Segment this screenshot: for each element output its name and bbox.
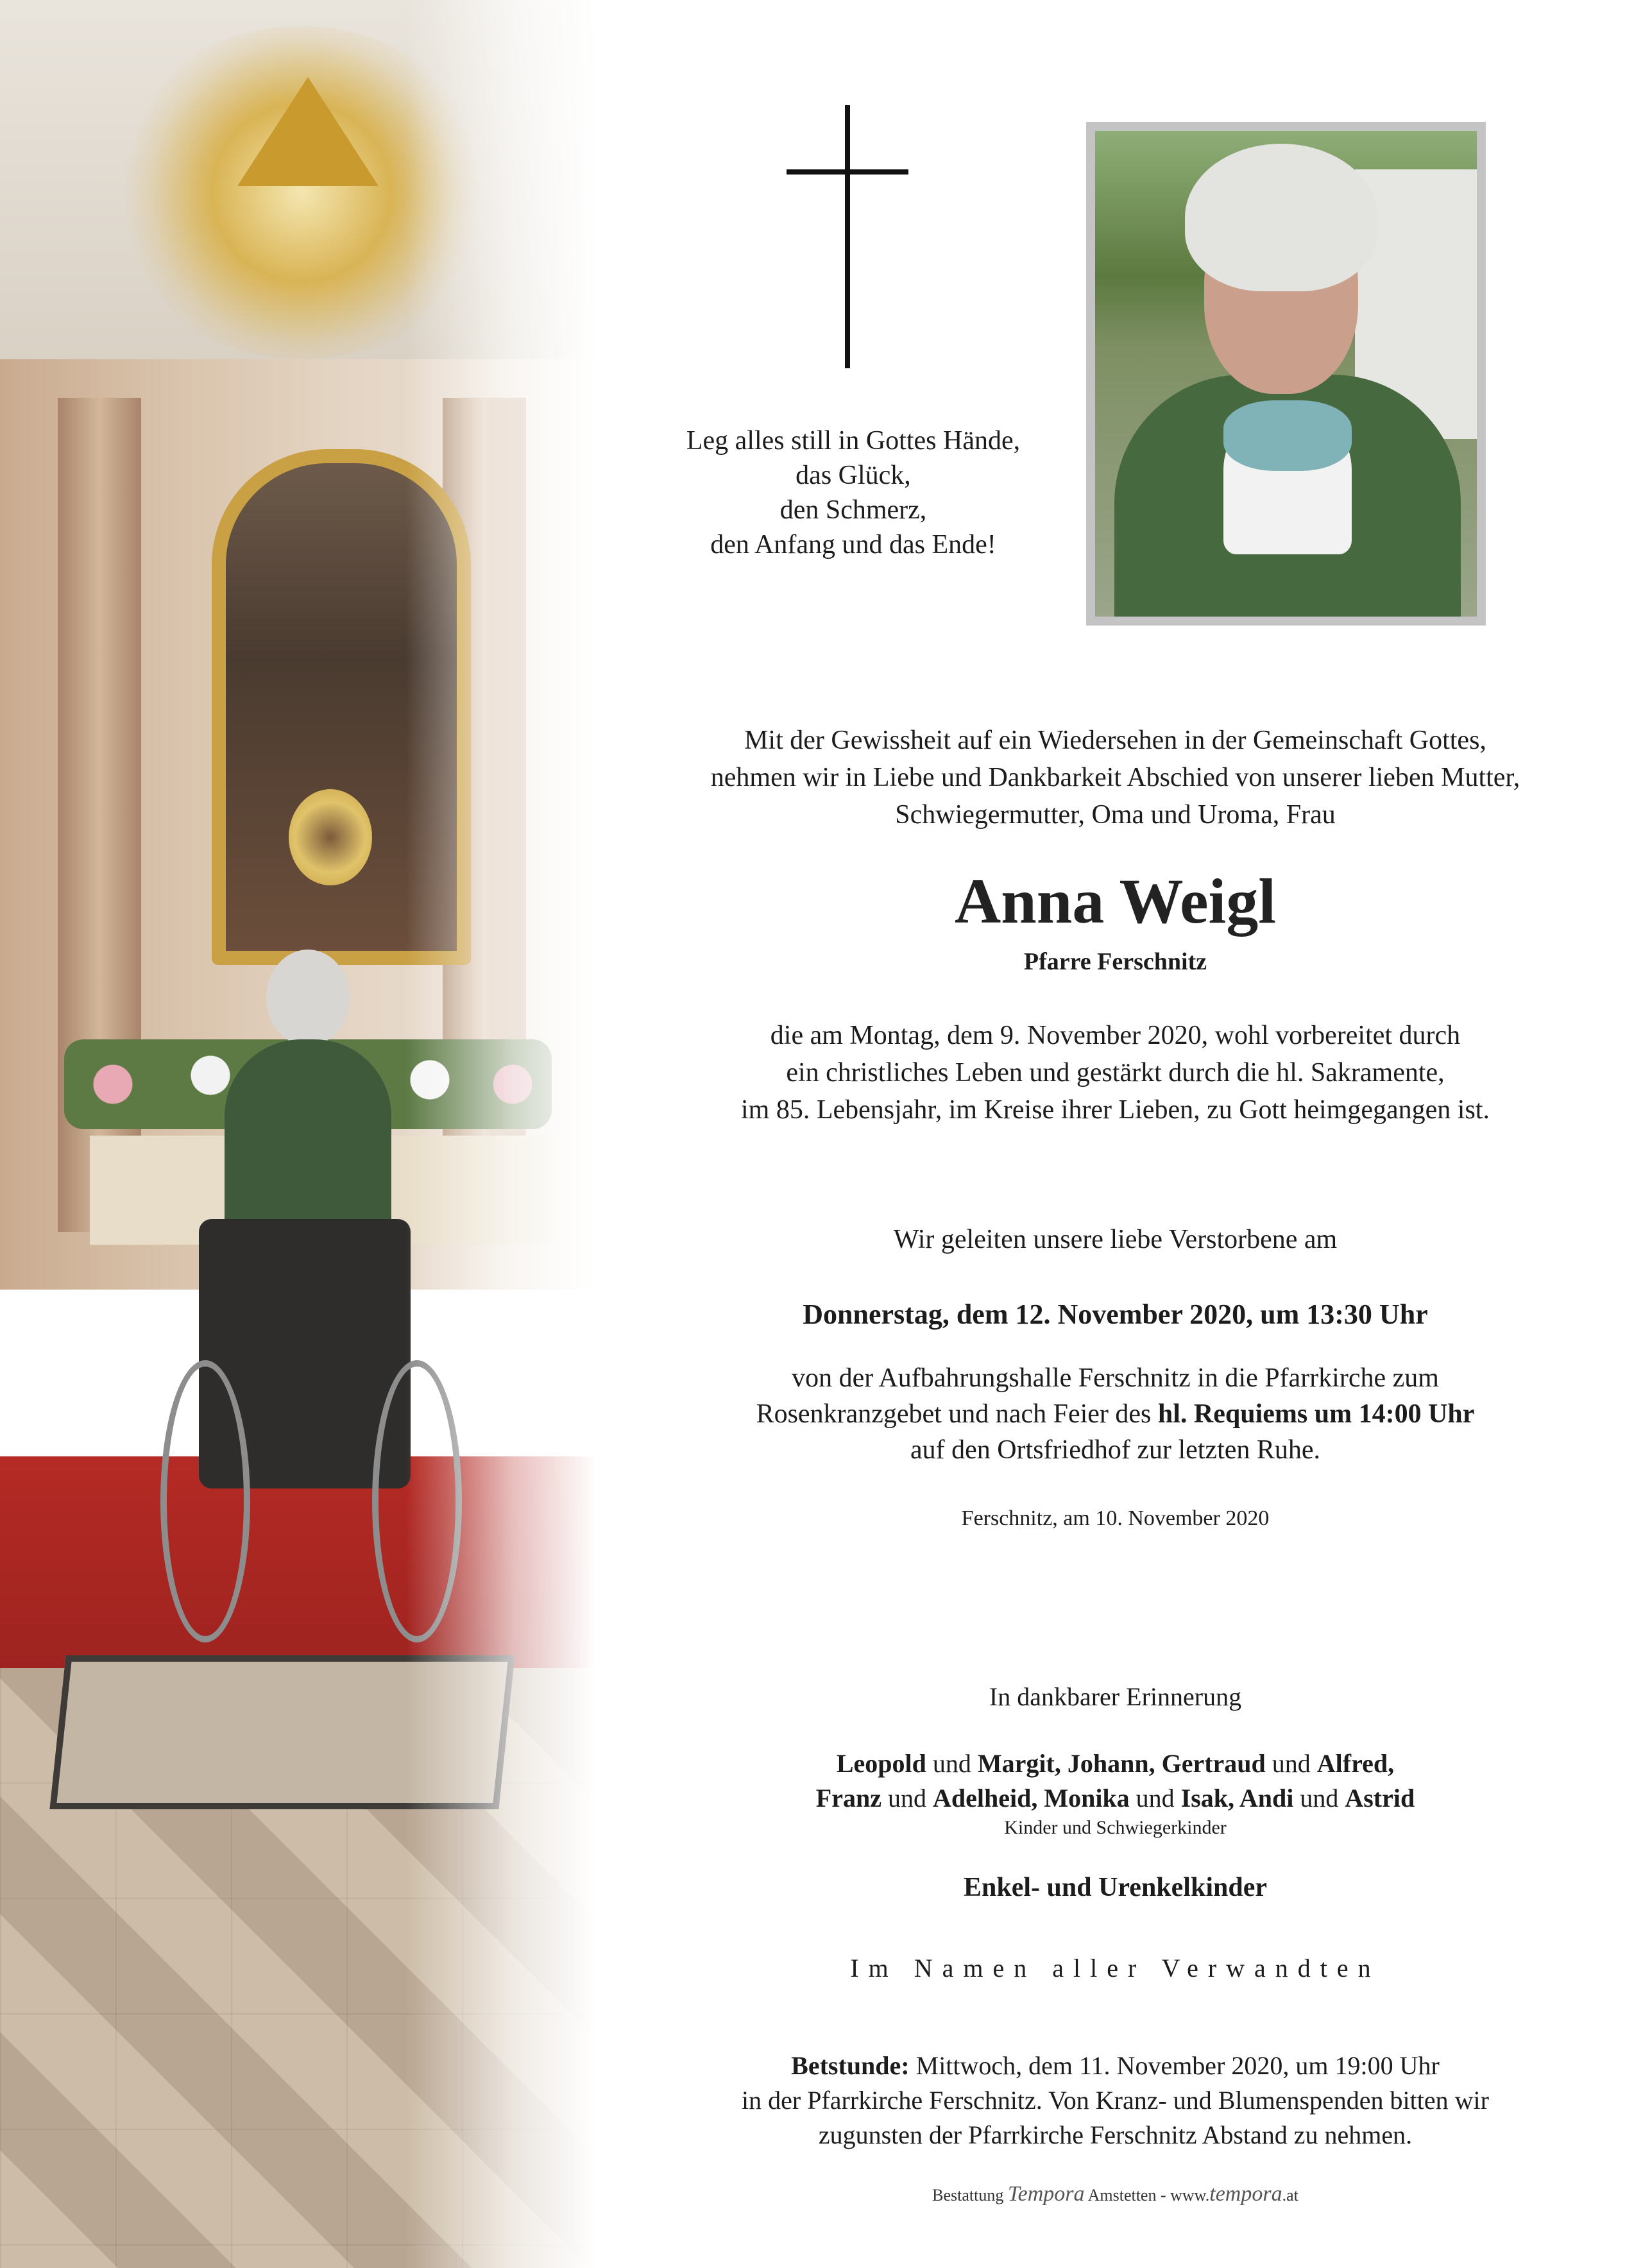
death-notice (597, 1017, 1634, 1129)
death-line: die am Montag, dem 9. November 2020, wohl vorbereitet durch (770, 1021, 1461, 1050)
portrait-photo (1086, 122, 1486, 626)
verse-line: den Anfang und das Ende! (710, 530, 996, 559)
memory-heading: In dankbarer Erinnerung (989, 1682, 1242, 1711)
intro-line: Schwiegermutter, Oma und Uroma, Frau (895, 800, 1336, 830)
children-caption: Kinder und Schwiegerkinder (1004, 1817, 1227, 1838)
death-line: ein christliches Leben und gestärkt durch die hl. Sakramente, (786, 1058, 1445, 1087)
deceased-name: Anna Weigl (954, 865, 1277, 937)
funeral-details (597, 1360, 1634, 1468)
child-name: Adelheid, Monika (932, 1784, 1130, 1812)
intro-text (597, 722, 1634, 833)
conjunction: und (881, 1784, 933, 1812)
death-line: im 85. Lebensjahr, im Kreise ihrer Lieben, zu Gott heimgegangen ist. (741, 1095, 1490, 1125)
child-name: Franz (815, 1784, 881, 1812)
church-altar-photo (0, 0, 597, 2268)
prayer-line (597, 2049, 1634, 2083)
child-name: Margit, Johann, Gertraud (977, 1749, 1266, 1778)
prayer-notice (597, 2049, 1634, 2153)
children-row (597, 1781, 1634, 1816)
prayer-line: zugunsten der Pfarrkirche Ferschnitz Abstand zu nehmen. (818, 2120, 1413, 2149)
intro-line: Mit der Gewissheit auf ein Wiedersehen in der Gemeinschaft Gottes, (744, 726, 1486, 755)
prayer-time: Mittwoch, dem 11. November 2020, um 19:00 Uhr (909, 2051, 1440, 2080)
child-name: Astrid (1345, 1784, 1415, 1812)
conjunction: und (1265, 1749, 1317, 1778)
cross-icon (787, 105, 908, 368)
deceased-parish: Pfarre Ferschnitz (1023, 948, 1207, 975)
conjunction: und (926, 1749, 978, 1778)
children-names (597, 1746, 1634, 1816)
verse-line: den Schmerz, (779, 495, 927, 525)
funeral-line: von der Aufbahrungshalle Ferschnitz in die Pfarrkirche zum (792, 1363, 1439, 1393)
funeral-line (597, 1396, 1634, 1432)
prayer-line: in der Pfarrkirche Ferschnitz. Von Kranz- und Blumenspenden bitten wir (742, 2086, 1489, 2115)
tempora-logo: Tempora (1007, 2182, 1085, 2206)
prayer-label: Betstunde: (791, 2051, 910, 2080)
conjunction: und (1129, 1784, 1181, 1812)
relatives-line: Im Namen aller Verwandten (850, 1954, 1381, 1982)
children-row (597, 1746, 1634, 1781)
funeral-line: auf den Ortsfriedhof zur letzten Ruhe. (910, 1435, 1321, 1465)
grandchildren: Enkel- und Urenkelkinder (963, 1873, 1267, 1902)
website-brand[interactable]: tempora (1209, 2182, 1282, 2206)
child-name: Alfred, (1316, 1749, 1395, 1778)
footer-prefix: Bestattung (932, 2186, 1008, 2204)
verse-line: das Glück, (796, 461, 911, 490)
requiem-time: hl. Requiems um 14:00 Uhr (1157, 1399, 1475, 1429)
verse (616, 423, 1091, 562)
website-tld[interactable]: .at (1282, 2186, 1298, 2204)
footer-suffix: Amstetten - www. (1084, 2186, 1210, 2204)
undertaker-footer (597, 2181, 1634, 2208)
child-name: Leopold (836, 1749, 926, 1778)
funeral-line-text: Rosenkranzgebet und nach Feier des (756, 1399, 1158, 1429)
funeral-intro: Wir geleiten unsere liebe Verstorbene am (893, 1225, 1338, 1254)
intro-line: nehmen wir in Liebe und Dankbarkeit Abschied von unserer lieben Mutter, (710, 763, 1520, 792)
place-date: Ferschnitz, am 10. November 2020 (961, 1506, 1270, 1530)
funeral-date: Donnerstag, dem 12. November 2020, um 13:30 Uhr (803, 1299, 1428, 1330)
conjunction: und (1293, 1784, 1345, 1812)
child-name: Isak, Andi (1180, 1784, 1294, 1812)
verse-line: Leg alles still in Gottes Hände, (686, 426, 1021, 456)
